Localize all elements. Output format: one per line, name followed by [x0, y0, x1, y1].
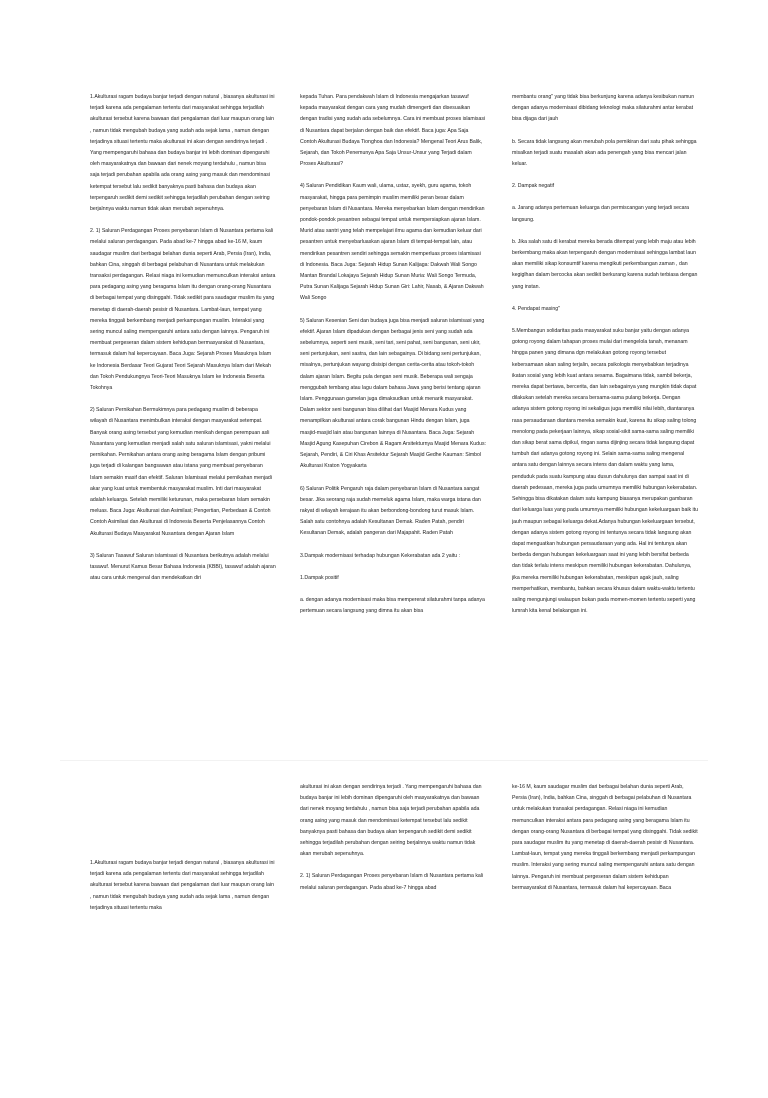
paragraph: 3.Dampak modernisasi terhadap hubungan Kekerabatan ada 2 yaitu :	[300, 552, 461, 559]
paragraph: 2) Saluran Pernikahan Bermukimnya para pedagang muslim di beberapa wilayah di Nusantara menimbulkan interaksi dengan masyarakat setempat. Banyak orang asing tersebut yang kemudian menikah dengan perempuan asli Nusantara yang kemudian menjadi salah satu saluran islamisasi, yakni melalui pernikahan. Pernikahan antara orang asing beragama Islam dengan pribumi juga terjadi di kalangan bangsawan atau istana yang membuat penyebaran Islam semakin masif dan efektif. Saluran Islamisasi melalui pernikahan menjadi akar yang kuat untuk membentuk masyarakat muslim. Inti dari masyarakat adalah keluarga. Setelah memiliki keturunan, maka persebaran Islam semakin meluas. Baca Juga: Akulturasi dan Asimilasi; Pengertian, Perbedaan & Contoh Contoh Asimilasi dan Akulturasi di Indonesia Beserta Penjelasannya Contoh Akulturasi Budaya Masyarakat Nusantara dengan Ajaran Islam	[90, 407, 272, 537]
paragraph: membantu orang" yang tidak bisa berkunjung karena adanya kesibukan namun dengan adanya modernisasi dibidang teknologi maka silaturahmi antar kerabat bisa dijaga dari jauh	[512, 94, 695, 123]
paragraph: kepada Tuhan. Para pendakwah Islam di Indonesia mengajarkan tasawuf kepada masyarakat dengan cara yang mudah dimengerti dan disesuaikan dengan tradisi yang sudah ada sebelumnya. Cara ini membuat proses islamisasi di Nusantara dapat berjalan dengan baik dan efektif. Baca juga: Apa Saja Contoh Akulturasi Budaya Tionghoa dan Indonesia? Mengenal Teori Arus Balik, Sejarah, dan Tokoh Penemunya Apa Saja Unsur-Unsur yang Terjadi dalam Proses Akulturasi?	[300, 94, 486, 168]
top-column-1	[90, 92, 276, 738]
paragraph: b. Jika salah satu di kerabat mereka berada ditempat yang lebih maju atau lebih berkembang maka akan terpengaruh dengan modernisasi sehingga lambat laun akan memiliki sikap konsumtif karena mengikuti perkembangan zaman , dan kegiglhan dalam bercocka akan sedikit berkurang karena sudah terbiasa dengan yang instan.	[512, 238, 698, 290]
paragraph: ke-16 M, kaum saudagar muslim dari berbagai belahan dunia seperti Arab, Persia (Iran), India, bahkan Cina, singgah di berbagai pelabuhan di Nusantara untuk melakukan transaksi perdagangan. Relasi niaga ini kemudian memunculkan interaksi antara para pedagang asing yang beragama Islam itu dengan orang-orang Nusantara di berbagai tempat yang disinggahi. Tidak sedikit para saudagar muslim itu yang menetap di daerah-daerah pesisir di Nusantara. Lambat-laun, tempat yang mereka tinggali berkembang menjadi perkampungan muslim. Interaksi yang sering muncul saling mempengaruhi antara satu dengan lainnya. Pengaruh ini membuat pergeseran dalam sistem kehidupan bermasyarakat di Nusantara, termasuk dalam hal kepercayaan. Baca	[512, 784, 698, 891]
paragraph: b. Secara tidak langsung akan merubah pola pemikiran dari satu pihak sehingga misalkan terjadi suatu masalah akan ada penengah yang bisa mencari jalan keluar.	[512, 138, 697, 168]
paragraph: akulturasi ini akan dengan sendirinya terjadi . Yang mempengaruhi bahasa dan budaya banjar ini lebih dominan dipengaruhi oleh masyarakatnya dan bawaan dari nenek moyang terdahulu , namun bisa saja terjadi perubahan apabila ada orang asing yang masuk dan mendominasi ketempat tersebut lalu sedikit banyaknya pasti bahasa dan budaya akan terpengaruh sedikit demi sedikit sehingga terjadilah perubahan dengan seiring berjalnnya waktu namun tidak akan merubah sepenuhnya.	[300, 784, 482, 858]
paragraph: 2. 1) Saluran Perdagangan Proses penyebaran Islam di Nusantara pertama kali melalui saluran perdagangan. Pada abad ke-7 hingga abad ke-16 M, kaum saudagar muslim dari berbagai belahan dunia seperti Arab, Persia (Iran), India, bahkan Cina, singgah di berbagai pelabuhan di Nusantara untuk melakukan transaksi perdagangan. Relasi niaga ini kemudian memunculkan interaksi antara para pedagang asing yang beragama Islam itu dengan orang-orang Nusantara di berbagai tempat yang disinggahi. Tidak sedikit para saudagar muslim itu yang menetap di daerah-daerah pesisir di Nusantara. Lambat-laun, tempat yang mereka tinggali berkembang menjadi perkampungan muslim. Interaksi yang sering muncul saling mempengaruhi antara satu dengan lainnya. Pengaruh ini membuat pergeseran dalam sistem kehidupan bermasyarakat di Nusantara, termasuk dalam hal kepercayaan. Baca Juga: Sejarah Proses Masuknya Islam ke Indonesia Berdasar Teori Gujarat Teori Sejarah Masuknya Islam dari Mekah dan Tokoh Pendukungnya Teori-Teori Masuknya Islam ke Indonesia Beserta Tokohnya	[90, 228, 276, 392]
paragraph: a. dengan adanya modernisasi maka bisa mempererat silaturahmi tanpa adanya pertemuan secara langsung yang dimna itu akan bisa	[300, 596, 485, 615]
top-column-2	[300, 92, 486, 738]
bottom-column-3	[512, 782, 698, 1022]
top-column-3	[512, 92, 698, 738]
paragraph: 4. Pendapat masing"	[512, 305, 560, 312]
paragraph: 2. 1) Saluran Perdagangan Proses penyebaran Islam di Nusantara pertama kali melalui saluran perdagangan. Pada abad ke-7 hingga abad	[300, 873, 484, 891]
paragraph: 1.Akulturasi ragam budaya banjar terjadi dengan natural , biasanya akulturasi ini terjadi karena ada pengalaman tertentu dari masyarakat sehingga terjadilah akulturasi tersebut karena bawaan dari pengalaman dari luar maupun orang lain , namun tidak mengubah budaya yang sudah ada sejak lama , namun dengan terjadinya situasi tertentu maka akulturasi ini akan dengan sendirinya terjadi . Yang mempengaruhi bahasa dan budaya banjar ini lebih dominan dipengaruhi oleh masyarakatnya dan bawaan dari nenek moyang terdahulu , namun bisa saja terjadi perubahan apabila ada orang asing yang masuk dan mendominasi ketempat tersebut lalu sedikit banyaknya pasti bahasa dan budaya akan terpengaruh sedikit demi sedikit sehingga terjadilah perubahan dengan seiring berjalnnya waktu namun tidak akan merubah sepenuhnya.	[90, 94, 275, 213]
paragraph: 1.Akulturasi ragam budaya banjar terjadi dengan natural , biasanya akulturasi ini terjadi karena ada pengalaman tertentu dari masyarakat sehingga terjadilah akulturasi tersebut karena bawaan dari pengalaman dari luar maupun orang lain , namun tidak mengubah budaya yang sudah ada sejak lama , namun dengan terjadinya situasi tertentu maka	[90, 860, 275, 911]
bottom-column-1	[90, 858, 276, 1098]
bottom-column-2	[300, 782, 486, 1022]
paragraph: 1.Dampak positif	[300, 574, 339, 581]
paragraph: 5) Saluran Kesenian Seni dan budaya juga bisa menjadi saluran islamisasi yang efektif. Ajaran Islam dipadukan dengan berbagai jenis seni yang sudah ada sebelumnya, seperti seni musik, seni tari, seni pahat, seni bangunan, seni ukir, seni pertunjukan, seni sastra, dan lain sebagainya. Di bidang seni pertunjukan, misalnya, pertunjukan wayang disisipi dengan cerita-cerita atau tokoh-tokoh dalam ajaran Islam. Begitu pula dengan seni musik. Beberapa wali sengaja menggubah tembang atau lagu dalam bahasa Jawa yang berisi tentang ajaran Islam. Penggunaan gamelan juga dimaksudkan untuk menarik masyarakat. Dalam sektor seni bangunan bisa dilihat dari Masjid Menara Kudus yang menampilkan akulturasi antara corak bangunan Hindu dengan Islam, juga masjid-masjid lain atau bangunan lainnya di Nusantara. Baca Juga: Sejarah Masjid Agung Kasepuhan Cirebon & Ragam Arsitekturnya Masjid Menara Kudus: Sejarah, Pendiri, & Ciri Khas Arsitektur Sejarah Masjid Gedhe Kauman: Simbol Akulturasi Kraton Yogyakarta	[300, 317, 486, 470]
paragraph: 5.Membangun solidaritas pada masyarakat suku banjar yaitu dengan adanya gotong royong dalam tahapan proses mulai dari mengelola tanah, menanam hingga panen yang dimana dgn melakukan gotong royong tersebut kebersamaan akan saling terjalin, secara psikologis menyebabkan terjadinya ikatan sosial yang lebih kuat antara sesama. Bagaimana tidak, sambil bekerja, mereka dapat bertawa, bercerita, dan lain sebagainya yang mungkin tidak dapat dilakukan setelah mereka secara bersama-sama pulang bekerja. Dengan adanya sistem gotong royong ini sekaligus juga memiliki nilai lebih, diantaranya rasa persaudaraan diantara mereka semakin kuat, karena itu sikap saling tolong menolong pada pekerjaan lainnya, sikap sosial-sikit sama-sama saling memiliki dan sikap berat sama dipikul, ringan sama dijinjing secara tidak langsung dapat tumbuh dari adanya gotong royong ini. Selain sama-sama saling mengenal antara satu dengan lainnya secara intens dan dalam waktu yang lama, penduduk pada suatu kampung atau dusun dahulunya dan sampai saat ini di daerah pedesaan, mereka juga pada umumnya memiliki hubungan kekerabatan. Sehingga bisa dikatakan dalam satu kampung biasanya merupakan gambaran dari keluarga luas yang pada umumnya memiliki hubungan kekeluargaan baik itu jauh maupun sebagai keluarga dekat.Adanya hubungan kekeluargaan tersebut, dengan adanya sistem gotong royong ini tentunya secara tidak langsung akan dapat menguatkan hubungan persaudaraan yang ada. Hal ini tentunya akan berbeda dengan hubungan kekeluargaan saat ini yang lebih bersifat berbeda dan tidak terlalu intens meskipun memiliki hubungan kekerabatan. Dahulunya, jika mereka memiliki hubungan kekerabatan, meskipun agak jauh, saling memperhatikan, membantu, bahkan secara khusus dalam waktu-waktu tertentu saling mengunjungi walaupun bukan pada momen-momen tertentu seperti yang lumrah kita kenal belakangan ini.	[512, 328, 698, 615]
paragraph: a. Jarang adanya pertemuan keluarga dan permiscangan yang terjadi secara langsung.	[512, 205, 690, 223]
paragraph: 2. Dampak negatif	[512, 183, 555, 190]
paragraph: 3) Saluran Tasawuf Saluran islamisasi di Nusantara berikutnya adalah melalui tasawuf. Menurut Kamus Besar Bahasa Indonesia (KBBI), tasawuf adalah ajaran atau cara untuk mengenal dan mendekatkan diri	[90, 552, 276, 582]
page-divider	[60, 760, 708, 761]
paragraph: 6) Saluran Politik Pengaruh raja dalam penyebaran Islam di Nusantara sangat besar. Jika seorang raja sudah memeluk agama Islam, maka warga istana dan rakyat di wilayah kerajaan itu akan berbondong-bondong turut masuk Islam. Salah satu contohnya adalah Kesultanan Demak. Raden Patah, pendiri Kesultanan Demak, adalah pangeran dari Majapahit. Raden Patah	[300, 485, 481, 537]
paragraph: 4) Saluran Pendidikan Kaum wali, ulama, ustaz, syekh, guru agama, tokoh masyarakat, hingga para pemimpin muslim memiliki peran besar dalam penyebaran Islam di Nusantara. Mereka menyebarkan Islam dengan mendirikan pondok-pondok pesantren sebagai tempat untuk mempersiapkan ajaran Islam. Murid atau santri yang telah mempelajari ilmu agama dan kemudian keluar dari pesantren untuk menyebarluaskan ajaran Islam di tempat-tempat lain, atau mendirikan pesantren sendiri sehingga semakin memperluas proses islamisasi di Indonesia. Baca Juga: Sejarah Hidup Sunan Kalijaga: Dakwah Wali Songo Mantan Brandal Lokajaya Sejarah Hidup Sunan Muria: Wali Songo Termuda, Putra Sunan Kalijaga Sejarah Hidup Sunan Giri: Lahir, Nasab, & Ajaran Dakwah Wali Songo	[300, 183, 485, 302]
